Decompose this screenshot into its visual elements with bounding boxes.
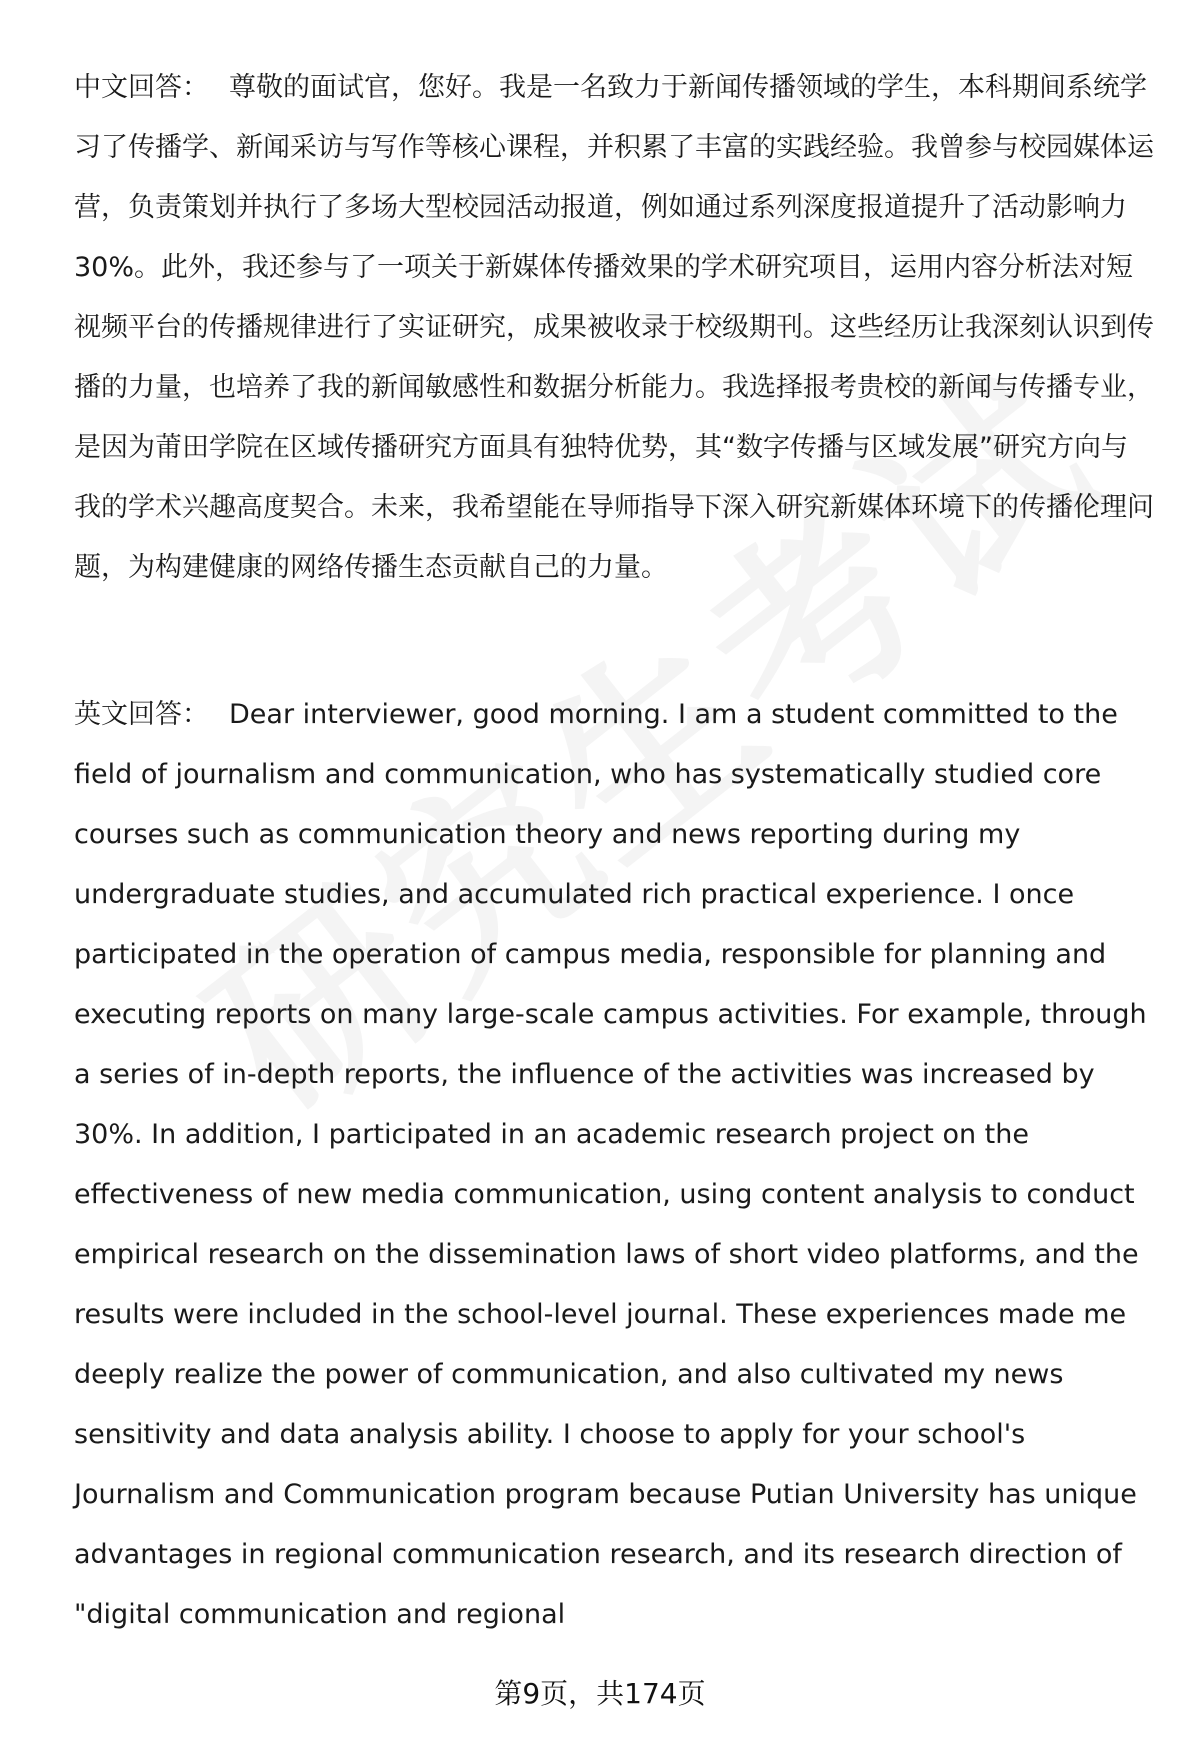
chinese-answer-label: 中文回答： <box>74 72 209 103</box>
english-answer-paragraph <box>74 685 1154 1645</box>
page-number: 第9页，共174页 <box>494 1677 706 1710</box>
chinese-answer-paragraph <box>74 58 1154 598</box>
english-answer-text: Dear interviewer, good morning. I am a student committed to the field of journalism and communication, who has systematically studied core courses such as communication theory and news reporting during my undergraduate studies, and accumulated rich practical experience. I once participated in the operation of campus media, responsible for planning and executing reports on many large-scale campus activities. For example, through a series of in-depth reports, the influence of the activities was increased by 30%. In addition, I participated in an academic research project on the effectiveness of new media communication, using content analysis to conduct empirical research on the dissemination laws of short video platforms, and the results were included in the school-level journal. These experiences made me deeply realize the power of communication, and also cultivated my news sensitivity and data analysis ability. I choose to apply for your school's Journalism and Communication program because Putian University has unique advantages in regional communication research, and its research direction of "digital communication and regional <box>74 699 1147 1630</box>
english-answer-label: 英文回答： <box>74 699 209 730</box>
chinese-answer-text: 尊敬的面试官，您好。我是一名致力于新闻传播领域的学生，本科期间系统学习了传播学、新闻采访与写作等核心课程，并积累了丰富的实践经验。我曾参与校园媒体运营，负责策划并执行了多场大型校园活动报道，例如通过系列深度报道提升了活动影响力30%。此外，我还参与了一项关于新媒体传播效果的学术研究项目，运用内容分析法对短视频平台的传播规律进行了实证研究，成果被收录于校级期刊。这些经历让我深刻认识到传播的力量，也培养了我的新闻敏感性和数据分析能力。我选择报考贵校的新闻与传播专业，是因为莆田学院在区域传播研究方面具有独特优势，其“数字传播与区域发展”研究方向与我的学术兴趣高度契合。未来，我希望能在导师指导下深入研究新媒体环境下的传播伦理问题，为构建健康的网络传播生态贡献自己的力量。 <box>74 72 1154 583</box>
